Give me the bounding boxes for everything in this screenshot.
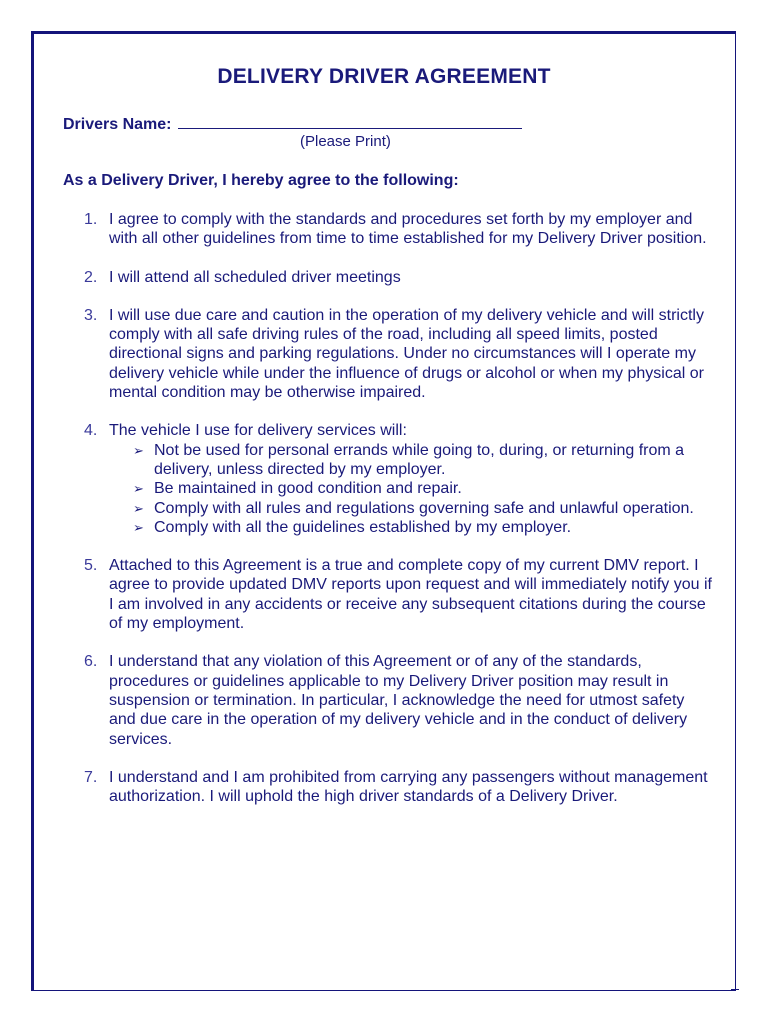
item-text: I agree to comply with the standards and procedures set forth by my employer and with all other guidelines from time to time established for my Delivery Driver position. bbox=[109, 211, 707, 248]
corner-mark bbox=[731, 989, 739, 998]
drivers-name-field bbox=[63, 113, 522, 134]
agreement-intro: As a Delivery Driver, I hereby agree to the following: bbox=[63, 172, 459, 189]
vehicle-rule-text: Comply with all the guidelines established by my employer. bbox=[154, 518, 572, 536]
drivers-name-label: Drivers Name: bbox=[63, 116, 172, 133]
item-text: I will use due care and caution in the operation of my delivery vehicle and will strictly comply with all safe driving rules of the road, including all speed limits, posted directional signs and parking regulations. Under no circumstances will I operate my delivery vehicle while under the influence of drugs or alcohol or when my physical or mental condition may be otherwise impaired. bbox=[109, 306, 704, 402]
item-text: I understand that any violation of this Agreement or of any of the standards, procedures or guidelines applicable to my Delivery Driver position may result in suspension or termination. In particular, I acknowledge the need for utmost safety and due care in the operation of my delivery vehicle and in the conduct of delivery services. bbox=[109, 653, 688, 748]
agreement-item-7 bbox=[80, 768, 712, 807]
agreement-item-3 bbox=[80, 306, 712, 402]
agreement-item-4 bbox=[80, 421, 712, 537]
vehicle-rule-item bbox=[133, 518, 712, 537]
vehicle-rule-text: Comply with all rules and regulations governing safe and unlawful operation. bbox=[154, 499, 694, 517]
item-text: I understand and I am prohibited from carrying any passengers without management authorization. I will uphold the high driver standards of a Delivery Driver. bbox=[109, 768, 708, 806]
vehicle-rule-text: Be maintained in good condition and repair. bbox=[154, 480, 462, 498]
item-text: Attached to this Agreement is a true and complete copy of my current DMV report. I agree to provide updated DMV reports upon request and will immediately notify you if I am involved in any accidents or receive any subsequent citations during the course of my employment. bbox=[109, 557, 712, 633]
item-number: 4. bbox=[84, 422, 98, 440]
please-print-note: (Please Print) bbox=[300, 133, 391, 150]
page-title: DELIVERY DRIVER AGREEMENT bbox=[217, 65, 551, 88]
vehicle-rules-list bbox=[109, 441, 712, 537]
arrow-bullet-icon: ➢ bbox=[133, 519, 144, 535]
vehicle-rule-item bbox=[133, 499, 712, 518]
item-number: 2. bbox=[84, 268, 98, 286]
arrow-bullet-icon: ➢ bbox=[133, 481, 144, 497]
item-number: 5. bbox=[84, 557, 98, 575]
item-text: The vehicle I use for delivery services will: bbox=[109, 422, 407, 440]
agreement-items bbox=[80, 210, 712, 825]
item-text: I will attend all scheduled driver meetings bbox=[109, 268, 401, 286]
vehicle-rule-text: Not be used for personal errands while going to, during, or returning from a delivery, unless directed by my employer. bbox=[154, 441, 685, 478]
item-number: 7. bbox=[84, 768, 98, 786]
item-number: 3. bbox=[84, 306, 98, 324]
item-number: 6. bbox=[84, 653, 98, 671]
agreement-item-1 bbox=[80, 210, 712, 249]
agreement-item-2 bbox=[80, 268, 712, 287]
drivers-name-blank-line bbox=[178, 113, 522, 129]
arrow-bullet-icon: ➢ bbox=[133, 442, 144, 458]
vehicle-rule-item bbox=[133, 441, 712, 480]
vehicle-rule-item bbox=[133, 479, 712, 498]
agreement-item-5 bbox=[80, 556, 712, 633]
agreement-item-6 bbox=[80, 652, 712, 748]
item-number: 1. bbox=[84, 211, 98, 228]
arrow-bullet-icon: ➢ bbox=[133, 500, 144, 516]
